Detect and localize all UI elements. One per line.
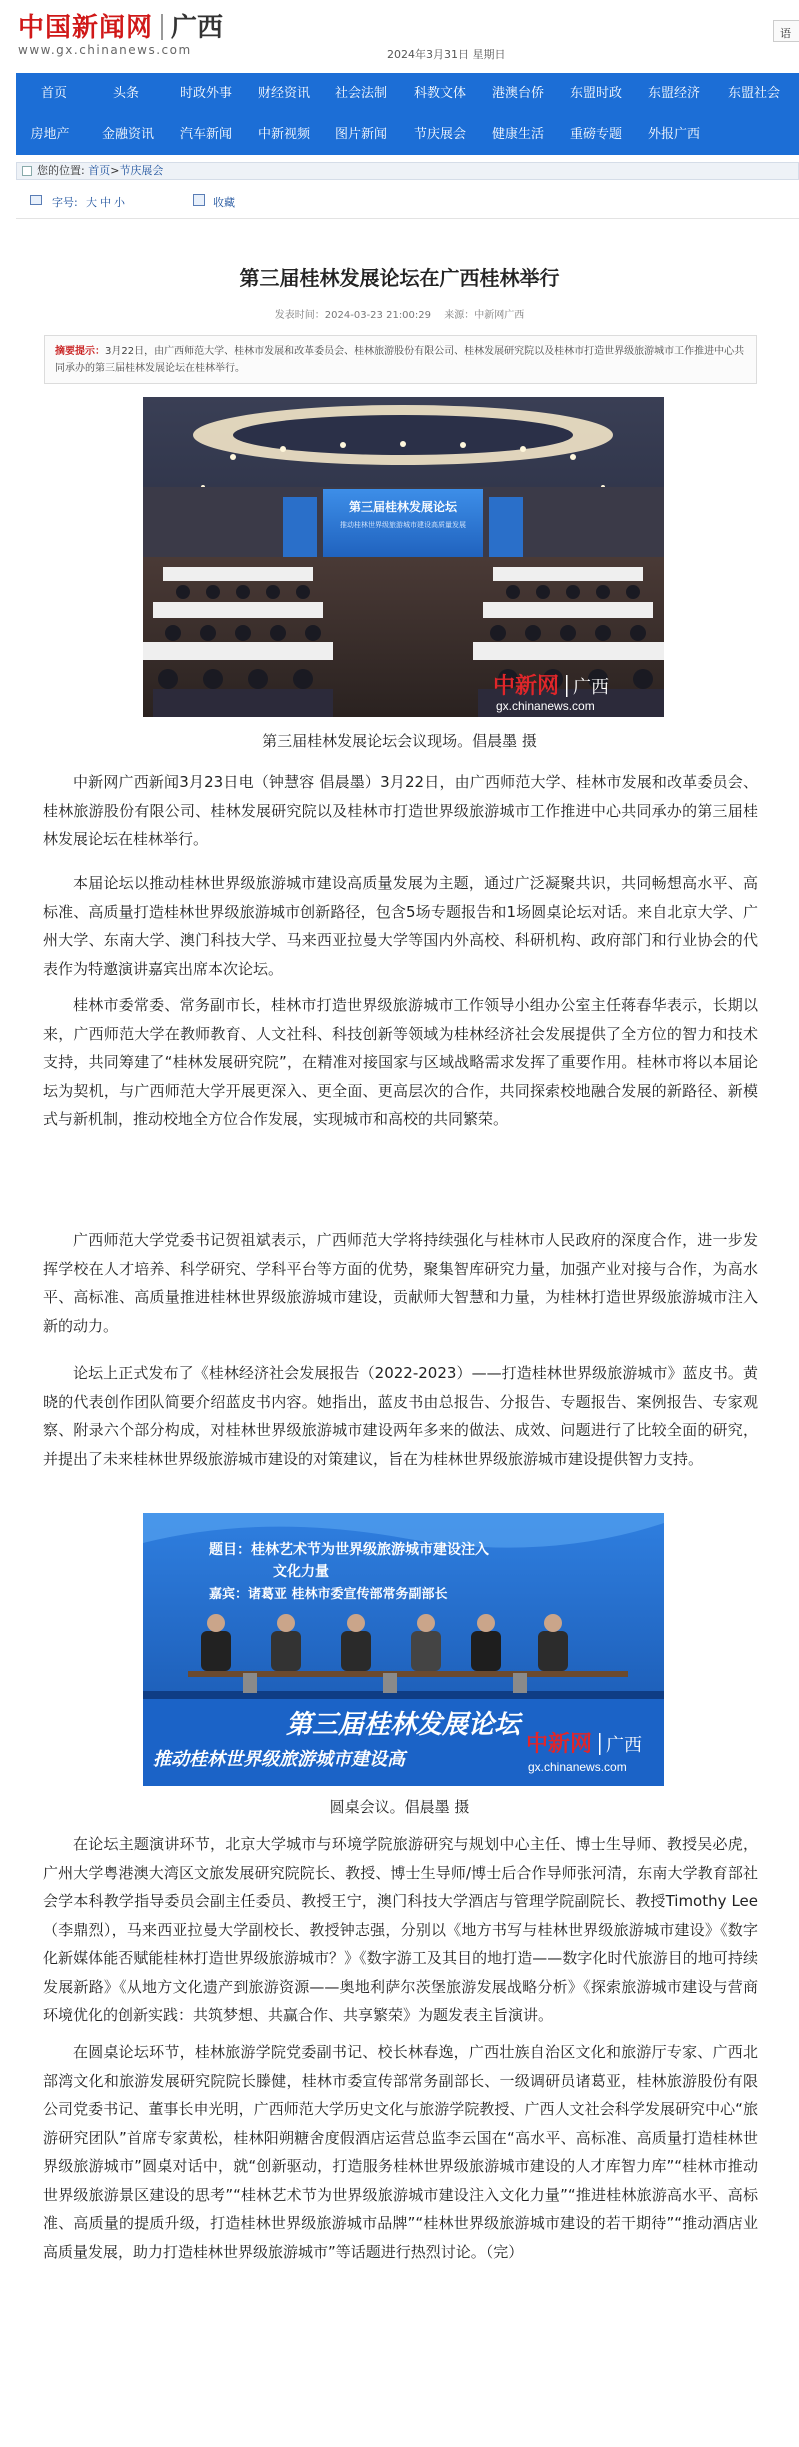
- topic-line-1: 题目：桂林艺术节为世界级旅游城市建设注入: [209, 1542, 489, 1558]
- favorite-icon[interactable]: [193, 194, 205, 206]
- screen-title-text: 第三届桂林发展论坛: [348, 500, 458, 514]
- article-summary: [44, 335, 757, 384]
- article-tools: [16, 183, 799, 219]
- site-logo[interactable]: [18, 14, 223, 57]
- breadcrumb-home-link[interactable]: 首页: [88, 164, 111, 177]
- logo-region: 广西: [171, 13, 224, 43]
- font-size-label: 字号:: [52, 196, 78, 209]
- photo1-watermark-cn: 中新网: [493, 673, 560, 699]
- article-source: 来源：中新网广西: [444, 310, 525, 321]
- breadcrumb-prefix: 您的位置:: [37, 164, 85, 177]
- nav-item-asean-politics[interactable]: 东盟时政: [569, 86, 622, 101]
- nav-item-hk-macao-taiwan[interactable]: 港澳台侨: [491, 86, 544, 101]
- article-paragraph-2: 本届论坛以推动桂林世界级旅游城市建设高质量发展为主题，通过广泛凝聚共识，共同畅想高水平、高标准、高质量打造桂林世界级旅游城市创新路径，包含5场专题报告和1场圆桌论坛对话。来自北京大学、广州大学、东南大学、澳门科技大学、马来西亚拉曼大学等国内外高校、科研机构、政府部门和行业协会的代表作为特邀演讲嘉宾出席本次论坛。: [43, 874, 758, 978]
- article-meta: [0, 306, 799, 321]
- article-paragraph-6: 在论坛主题演讲环节，北京大学城市与环境学院旅游研究与规划中心主任、博士生导师、教授吴必虎，广州大学粤港澳大湾区文旅发展研究院院长、教授、博士生导师/博士后合作导师张河清，东南大学教育部社会学本科教学指导委员会副主任委员、教授王宁，澳门科技大学酒店与管理学院副院长、教授Timothy Lee（李鼎烈），马来西亚拉曼大学副校长、教授钟志强，分别以《地方书写与桂林世界级旅游城市建设》《数字化新媒体能否赋能桂林打造世界级旅游城市？》《数字游工及其目的地打造——数字化时代旅游目的地可持续发展新路》《从地方文化遗产到旅游资源——奥地利萨尔茨堡旅游发展战略分析》《探索旅游城市建设与营商环境优化的创新实践：共筑梦想、共赢合作、共享繁荣》为题发表主旨演讲。: [43, 1835, 758, 2024]
- summary-label: 摘要提示：: [55, 346, 105, 357]
- nav-item-real-estate[interactable]: 房地产: [30, 127, 70, 142]
- main-nav: [16, 73, 799, 155]
- publish-time: 发表时间：2024-03-23 21:00:29: [274, 310, 432, 321]
- language-button[interactable]: 语: [773, 20, 799, 42]
- font-size-large[interactable]: 大: [86, 196, 97, 209]
- photo2-watermark-url: gx.chinanews.com: [528, 1760, 627, 1774]
- nav-item-festivals[interactable]: 节庆展会: [413, 127, 466, 142]
- nav-item-society[interactable]: 社会法制: [334, 86, 387, 101]
- nav-item-politics[interactable]: 时政外事: [179, 86, 232, 101]
- nav-item-banking[interactable]: 金融资讯: [101, 127, 154, 142]
- nav-item-video[interactable]: 中新视频: [257, 127, 310, 142]
- logo-separator: [161, 14, 163, 40]
- article-paragraph-4: 广西师范大学党委书记贺祖斌表示，广西师范大学将持续强化与桂林市人民政府的深度合作，进一步发挥学校在人才培养、科学研究、学科平台等方面的优势，聚集智库研究力量，加强产业对接与合作，为高水平、高标准、高质量推进桂林世界级旅游城市建设，贡献师大智慧和力量，为桂林打造世界级旅游城市注入新的动力。: [43, 1231, 758, 1335]
- nav-item-education[interactable]: 科教文体: [413, 86, 466, 101]
- nav-row-2: [16, 114, 799, 155]
- font-size-icon: [30, 195, 42, 205]
- logo-url: www.gx.chinanews.com: [18, 43, 192, 57]
- nav-item-finance[interactable]: 财经资讯: [257, 86, 310, 101]
- article-title: 第三届桂林发展论坛在广西桂林举行: [239, 266, 560, 290]
- summary-text: 3月22日，由广西师范大学、桂林市发展和改革委员会、桂林旅游股份有限公司、桂林发展研究院以及桂林市打造世界级旅游城市工作推进中心共同承办的第三届桂林发展论坛在桂林举行。: [55, 346, 745, 374]
- screen-subtitle-text: 推动桂林世界级旅游城市建设高质量发展: [340, 521, 466, 529]
- topic-line-2: 文化力量: [273, 1564, 329, 1580]
- logo-text: 中国新闻网: [18, 13, 154, 43]
- nav-item-photos[interactable]: 图片新闻: [334, 127, 387, 142]
- nav-row-1: [16, 73, 799, 114]
- topic-line-3: 嘉宾：诸葛亚 桂林市委宣传部常务副部长: [209, 1587, 448, 1602]
- article-paragraph-7: 在圆桌论坛环节，桂林旅游学院党委副书记、校长林春逸，广西壮族自治区文化和旅游厅专家、广西北部湾文化和旅游发展研究院院长滕健，桂林市委宣传部常务副部长、一级调研员诸葛亚，桂林旅游股份有限公司党委书记、董事长申光明，广西师范大学历史文化与旅游学院教授、广西人文社会科学发展研究中心“旅游研究团队”首席专家黄松，桂林阳朔糖舍度假酒店运营总监李云国在“高水平、高标准、高质量打造桂林世界级旅游城市”圆桌对话中，就“创新驱动，打造服务桂林世界级旅游城市建设的人才库智力库”“桂林市推动世界级旅游景区建设的思考”“桂林艺术节为世界级旅游城市建设注入文化力量”“推进桂林旅游高水平、高标准、高质量的提质升级，打造桂林世界级旅游城市品牌”“桂林世界级旅游城市建设的若干期待”“推动酒店业高质量发展，助力打造桂林世界级旅游城市”等话题进行热烈讨论。（完）: [43, 2043, 758, 2261]
- photo-caption-1: 第三届桂林发展论坛会议现场。倡晨墨 摄: [262, 732, 537, 750]
- nav-item-auto[interactable]: 汽车新闻: [179, 127, 232, 142]
- article-photo-roundtable[interactable]: [143, 1513, 664, 1786]
- article-paragraph-5: 论坛上正式发布了《桂林经济社会发展报告（2022-2023）——打造桂林世界级旅游城市》蓝皮书。黄晓的代表创作团队简要介绍蓝皮书内容。她指出，蓝皮书由总报告、分报告、专题报告、案例报告、专家观察、附录六个部分构成，对桂林世界级旅游城市建设两年多来的做法、成效、问题进行了比较全面的研究，并提出了未来桂林世界级旅游城市建设的对策建议，旨在为桂林世界级旅游城市建设提供智力支持。: [43, 1364, 758, 1468]
- breadcrumb-section-link[interactable]: 节庆展会: [119, 164, 164, 177]
- photo1-watermark-region: 广西: [573, 677, 609, 698]
- article-paragraph-3: 桂林市委常委、常务副市长，桂林市打造世界级旅游城市工作领导小组办公室主任蒋春华表示，长期以来，广西师范大学在教师教育、人文社科、科技创新等领域为桂林经济社会发展提供了全方位的智力和技术支持，共同筹建了“桂林发展研究院”，在精准对接国家与区域战略需求发挥了重要作用。桂林市将以本届论坛为契机，与广西师范大学开展更深入、更全面、更高层次的合作，共同探索校地融合发展的新路径、新模式与新机制，推动校地全方位合作发展，实现城市和高校的共同繁荣。: [43, 996, 758, 1128]
- photo2-watermark-cn: 中新网: [526, 1731, 593, 1757]
- photo-caption-2: 圆桌会议。倡晨墨 摄: [329, 1798, 470, 1816]
- roundtable-illustration: [143, 1513, 664, 1786]
- home-icon: [22, 166, 32, 176]
- breadcrumb: [16, 162, 799, 180]
- banner-subtitle-text: 推动桂林世界级旅游城市建设高: [153, 1749, 405, 1770]
- article-paragraph-1: 中新网广西新闻3月23日电（钟慧容 倡晨墨）3月22日，由广西师范大学、桂林市发展和改革委员会、桂林旅游股份有限公司、桂林发展研究院以及桂林市打造世界级旅游城市工作推进中心共同承办的第三届桂林发展论坛在桂林举行。: [43, 773, 758, 848]
- breadcrumb-separator: >: [110, 164, 120, 177]
- nav-item-home[interactable]: 首页: [40, 86, 67, 101]
- nav-item-foreign-press[interactable]: 外报广西: [647, 127, 700, 142]
- favorite-link[interactable]: 收藏: [213, 196, 235, 209]
- nav-item-asean-economy[interactable]: 东盟经济: [647, 86, 700, 101]
- banner-title-text: 第三届桂林发展论坛: [285, 1710, 521, 1740]
- photo1-watermark-url: gx.chinanews.com: [496, 699, 595, 713]
- nav-item-features[interactable]: 重磅专题: [569, 127, 622, 142]
- nav-item-health[interactable]: 健康生活: [491, 127, 544, 142]
- article-photo-forum-venue[interactable]: [143, 397, 664, 717]
- current-date: 2024年3月31日 星期日: [387, 48, 506, 61]
- photo2-watermark-region: 广西: [606, 1735, 642, 1756]
- font-size-medium[interactable]: 中: [100, 196, 111, 209]
- forum-venue-illustration: [143, 397, 664, 717]
- site-header: [0, 0, 799, 62]
- font-size-small[interactable]: 小: [114, 196, 125, 209]
- nav-item-asean-society[interactable]: 东盟社会: [727, 86, 780, 101]
- nav-item-headlines[interactable]: 头条: [112, 86, 139, 101]
